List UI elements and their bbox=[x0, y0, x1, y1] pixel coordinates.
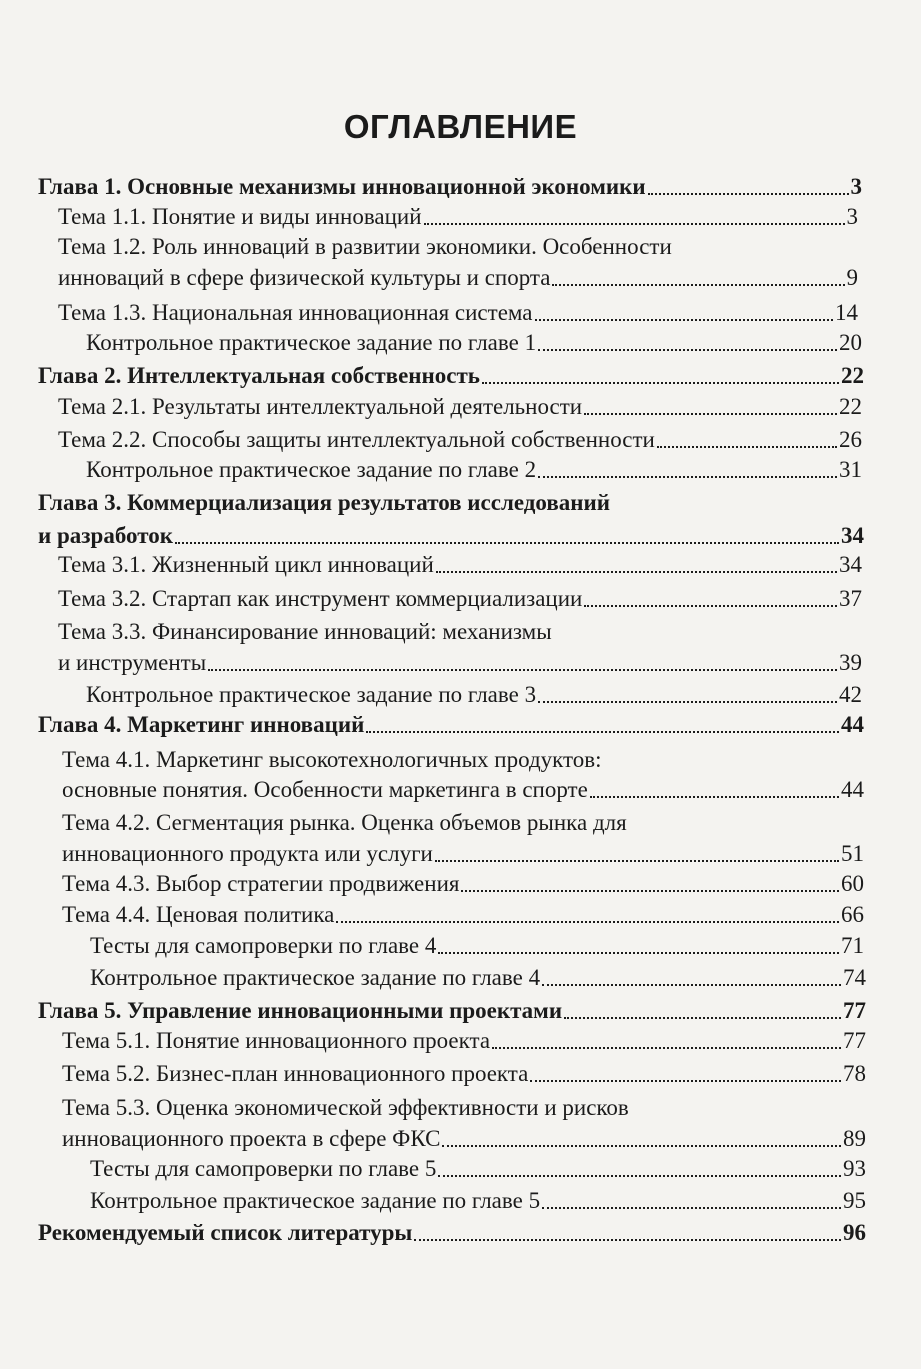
toc-entry-title: Тема 4.4. Ценовая политика bbox=[62, 902, 335, 927]
toc-page-number: 34 bbox=[839, 552, 862, 577]
toc-page-number: 77 bbox=[843, 998, 866, 1023]
toc-entry bbox=[58, 202, 858, 232]
toc-entry bbox=[58, 263, 858, 293]
toc-entry bbox=[90, 1186, 866, 1216]
toc-page-number: 31 bbox=[839, 457, 862, 482]
toc-entry-title: и инструменты bbox=[58, 650, 207, 675]
toc-entry bbox=[62, 745, 602, 775]
toc-entry-title: Контрольное практическое задание по главе 1 bbox=[86, 330, 537, 355]
toc-entry bbox=[38, 996, 866, 1026]
dot-leader bbox=[648, 193, 849, 195]
toc-page-number: 34 bbox=[841, 523, 864, 548]
dot-leader bbox=[336, 921, 839, 923]
toc-entry-title: Тема 3.1. Жизненный цикл инноваций bbox=[58, 552, 434, 577]
toc-entry bbox=[86, 455, 862, 485]
toc-entry-title: Тема 5.2. Бизнес-план инновационного проекта bbox=[62, 1061, 529, 1086]
toc-page-number: 60 bbox=[841, 871, 864, 896]
toc-page-number: 22 bbox=[839, 394, 862, 419]
toc-entry-title: Тесты для самопроверки по главе 4 bbox=[90, 933, 437, 958]
toc-entry bbox=[62, 869, 864, 899]
dot-leader bbox=[530, 1080, 841, 1082]
toc-entry bbox=[58, 298, 858, 328]
toc-entry-title: Глава 1. Основные механизмы инновационной экономики bbox=[38, 174, 646, 199]
toc-page-number: 66 bbox=[841, 902, 864, 927]
toc-entry bbox=[62, 1026, 866, 1056]
dot-leader bbox=[424, 223, 845, 225]
toc-page-number: 74 bbox=[843, 965, 866, 990]
toc-entry bbox=[58, 617, 552, 647]
toc-entry-title: Тема 1.2. Роль инноваций в развитии экономики. Особенности bbox=[58, 234, 672, 259]
toc-page-number: 95 bbox=[843, 1188, 866, 1213]
dot-leader bbox=[552, 284, 844, 286]
toc-entry bbox=[38, 361, 864, 391]
toc-page-number: 14 bbox=[835, 300, 858, 325]
toc-entry-title: Глава 4. Маркетинг инноваций bbox=[38, 712, 365, 737]
page-title: ОГЛАВЛЕНИЕ bbox=[343, 108, 578, 145]
toc-page-number: 51 bbox=[841, 841, 864, 866]
toc-page-number: 93 bbox=[843, 1156, 866, 1181]
toc-entry bbox=[38, 1218, 866, 1248]
toc-page-number: 22 bbox=[841, 363, 864, 388]
dot-leader bbox=[438, 1175, 841, 1177]
toc-entry bbox=[58, 392, 862, 422]
toc-entry bbox=[58, 550, 862, 580]
dot-leader bbox=[442, 1145, 841, 1147]
toc-entry-title: Тема 4.2. Сегментация рынка. Оценка объемов рынка для bbox=[62, 810, 627, 835]
dot-leader bbox=[590, 796, 839, 798]
toc-entry-title: Глава 2. Интеллектуальная собственность bbox=[38, 363, 480, 388]
toc-entry-title: Контрольное практическое задание по главе 3 bbox=[86, 682, 537, 707]
dot-leader bbox=[542, 984, 841, 986]
toc-page-number: 9 bbox=[846, 265, 858, 290]
toc-page-number: 77 bbox=[843, 1028, 866, 1053]
toc-entry-title: инновационного продукта или услуги bbox=[62, 841, 433, 866]
toc-page-number: 26 bbox=[839, 427, 862, 452]
toc-entry bbox=[62, 1059, 866, 1089]
toc-entry bbox=[38, 710, 864, 740]
toc-entry bbox=[62, 1093, 629, 1123]
toc-entry bbox=[62, 900, 864, 930]
dot-leader bbox=[657, 446, 837, 448]
toc-entry-title: Контрольное практическое задание по главе 5 bbox=[90, 1188, 541, 1213]
toc-entry-title: Тесты для самопроверки по главе 5 bbox=[90, 1156, 437, 1181]
dot-leader bbox=[482, 382, 839, 384]
toc-entry bbox=[62, 1124, 866, 1154]
toc-page-number: 44 bbox=[841, 712, 864, 737]
toc-entry-title: Тема 2.2. Способы защиты интеллектуальной собственности bbox=[58, 427, 655, 452]
toc-entry-title: инноваций в сфере физической культуры и спорта bbox=[58, 265, 551, 290]
toc-entry bbox=[62, 775, 864, 805]
toc-entry bbox=[38, 521, 864, 551]
toc-entry-title: Рекомендуемый список литературы bbox=[38, 1220, 413, 1245]
toc-entry bbox=[90, 931, 864, 961]
toc-entry-title: Контрольное практическое задание по главе 2 bbox=[86, 457, 537, 482]
toc-entry bbox=[38, 488, 610, 518]
dot-leader bbox=[208, 669, 837, 671]
toc-entry bbox=[90, 1154, 866, 1184]
toc-entry-title: и разработок bbox=[38, 523, 173, 548]
toc-page-number: 89 bbox=[843, 1126, 866, 1151]
toc-page-number: 71 bbox=[841, 933, 864, 958]
toc-entry-title: Тема 2.1. Результаты интеллектуальной деятельности bbox=[58, 394, 583, 419]
toc-page-number: 42 bbox=[839, 682, 862, 707]
dot-leader bbox=[535, 319, 833, 321]
toc-entry bbox=[62, 808, 627, 838]
dot-leader bbox=[538, 476, 837, 478]
toc-entry bbox=[62, 839, 864, 869]
toc-page-number: 20 bbox=[839, 330, 862, 355]
toc-entry bbox=[86, 328, 862, 358]
toc-entry-title: основные понятия. Особенности маркетинга в спорте bbox=[62, 777, 588, 802]
toc-page-number: 39 bbox=[839, 650, 862, 675]
toc-page-number: 37 bbox=[839, 586, 862, 611]
toc-entry-title: Тема 4.1. Маркетинг высокотехнологичных продуктов: bbox=[62, 747, 602, 772]
toc-entry-title: Глава 5. Управление инновационными проектами bbox=[38, 998, 563, 1023]
toc-entry bbox=[90, 963, 866, 993]
dot-leader bbox=[584, 605, 837, 607]
dot-leader bbox=[435, 860, 839, 862]
toc-entry-title: Тема 1.3. Национальная инновационная система bbox=[58, 300, 533, 325]
dot-leader bbox=[175, 542, 839, 544]
toc-entry bbox=[86, 680, 862, 710]
toc-entry bbox=[58, 648, 862, 678]
dot-leader bbox=[438, 952, 839, 954]
toc-entry bbox=[38, 172, 862, 202]
toc-page-number: 96 bbox=[843, 1220, 866, 1245]
dot-leader bbox=[538, 349, 837, 351]
toc-entry-title: Тема 4.3. Выбор стратегии продвижения bbox=[62, 871, 460, 896]
dot-leader bbox=[564, 1017, 841, 1019]
toc-entry-title: Тема 1.1. Понятие и виды инноваций bbox=[58, 204, 422, 229]
toc-entry-title: Тема 5.1. Понятие инновационного проекта bbox=[62, 1028, 491, 1053]
toc-entry-title: Тема 5.3. Оценка экономической эффективности и рисков bbox=[62, 1095, 629, 1120]
toc-entry bbox=[58, 425, 862, 455]
dot-leader bbox=[538, 701, 837, 703]
toc-entry bbox=[58, 584, 862, 614]
toc-page-number: 78 bbox=[843, 1061, 866, 1086]
dot-leader bbox=[492, 1047, 841, 1049]
toc-entry-title: Тема 3.2. Стартап как инструмент коммерциализации bbox=[58, 586, 583, 611]
dot-leader bbox=[542, 1207, 841, 1209]
toc-page-number: 3 bbox=[850, 174, 862, 199]
toc-entry bbox=[58, 232, 672, 262]
toc-entry-title: Контрольное практическое задание по главе 4 bbox=[90, 965, 541, 990]
dot-leader bbox=[414, 1239, 841, 1241]
toc-entry-title: Глава 3. Коммерциализация результатов исследований bbox=[38, 490, 611, 515]
dot-leader bbox=[461, 890, 839, 892]
dot-leader bbox=[436, 571, 837, 573]
toc-page-number: 44 bbox=[841, 777, 864, 802]
dot-leader bbox=[366, 731, 839, 733]
dot-leader bbox=[584, 413, 837, 415]
toc-page-number: 3 bbox=[846, 204, 858, 229]
toc-entry-title: инновационного проекта в сфере ФКС bbox=[62, 1126, 441, 1151]
toc-entry-title: Тема 3.3. Финансирование инноваций: механизмы bbox=[58, 619, 552, 644]
